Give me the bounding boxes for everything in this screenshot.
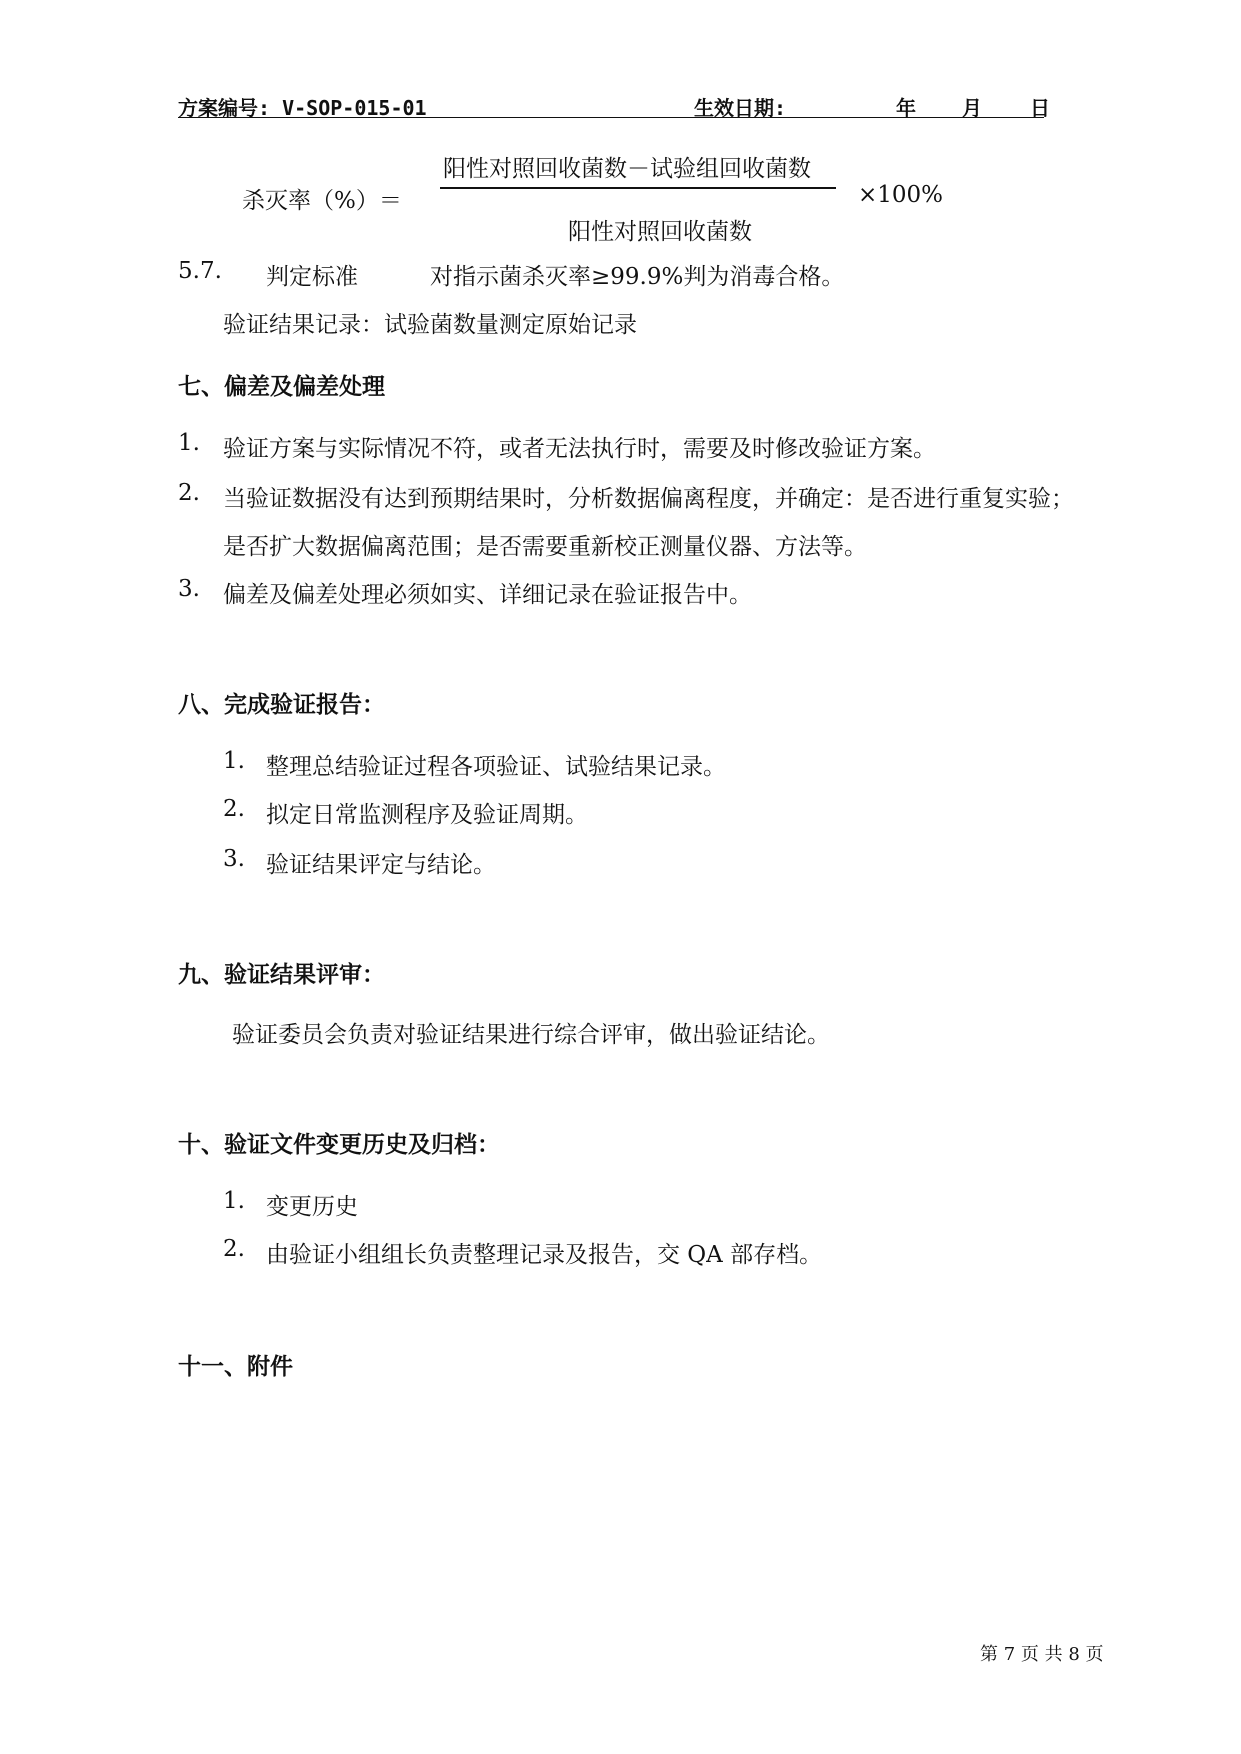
section-5-7-label: 判定标准 — [266, 264, 358, 290]
header-rule — [178, 117, 1044, 118]
formula-lhs: 杀灭率（%）＝ — [242, 188, 402, 214]
section-5-7-number: 5.7. — [178, 258, 222, 284]
list-item-number: 1. — [223, 748, 245, 774]
section-10-title: 十、验证文件变更历史及归档： — [178, 1132, 500, 1158]
date-year: 年 — [896, 96, 916, 120]
list-item-number: 3. — [178, 576, 200, 602]
list-item: 验证结果评定与结论。 — [266, 852, 496, 878]
list-item: 整理总结验证过程各项验证、试验结果记录。 — [266, 754, 726, 780]
list-item-number: 1. — [178, 430, 200, 456]
section-11-title: 十一、附件 — [178, 1354, 293, 1380]
date-day: 日 — [1030, 96, 1050, 120]
list-item-number: 3. — [223, 846, 245, 872]
list-item: 拟定日常监测程序及验证周期。 — [266, 802, 588, 828]
page-number: 第 7 页 共 8 页 — [980, 1644, 1104, 1665]
list-item-number: 2. — [223, 1236, 245, 1262]
list-item: 偏差及偏差处理必须如实、详细记录在验证报告中。 — [223, 582, 752, 608]
list-item-number: 2. — [223, 796, 245, 822]
date-month: 月 — [962, 96, 982, 120]
list-item-number: 2. — [178, 480, 200, 506]
list-item: 由验证小组组长负责整理记录及报告，交 QA 部存档。 — [266, 1242, 823, 1268]
section-7-title: 七、偏差及偏差处理 — [178, 374, 385, 400]
list-item-number: 1. — [223, 1188, 245, 1214]
list-item: 变更历史 — [266, 1194, 358, 1220]
formula-numerator: 阳性对照回收菌数－试验组回收菌数 — [443, 156, 811, 182]
section-8-title: 八、完成验证报告： — [178, 692, 385, 718]
section-9-title: 九、验证结果评审： — [178, 962, 385, 988]
formula-multiplier: ×100% — [858, 182, 944, 208]
result-record: 验证结果记录：试验菌数量测定原始记录 — [223, 312, 637, 338]
list-item: 当验证数据没有达到预期结果时，分析数据偏离程度，并确定：是否进行重复实验； — [223, 486, 1074, 512]
plan-number: 方案编号: V-SOP-015-01 — [178, 96, 427, 120]
fraction-bar — [440, 187, 836, 189]
section-5-7-text: 对指示菌杀灭率≥99.9%判为消毒合格。 — [430, 264, 845, 290]
list-item: 验证方案与实际情况不符，或者无法执行时，需要及时修改验证方案。 — [223, 436, 936, 462]
section-9-text: 验证委员会负责对验证结果进行综合评审，做出验证结论。 — [232, 1022, 830, 1048]
effective-date-label: 生效日期: — [694, 96, 787, 120]
formula-denominator: 阳性对照回收菌数 — [568, 219, 752, 245]
list-item-continuation: 是否扩大数据偏离范围；是否需要重新校正测量仪器、方法等。 — [223, 534, 867, 560]
